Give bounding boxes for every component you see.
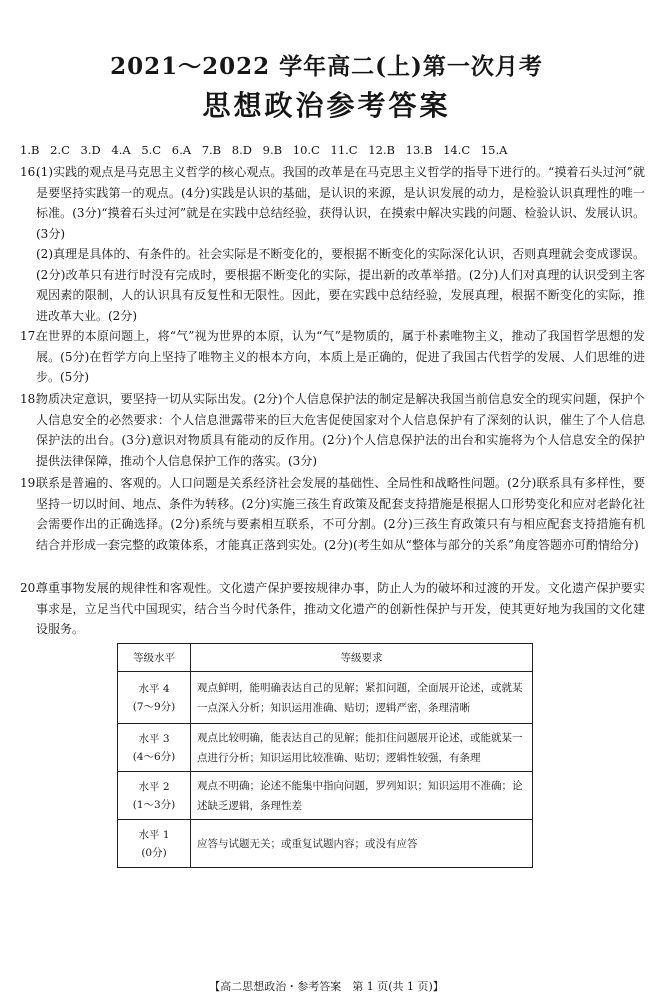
- rubric-header-requirement: 等级要求: [191, 644, 533, 672]
- question-number: 20.: [20, 581, 40, 595]
- level-score: (7～9分): [132, 700, 176, 713]
- answer-paragraph: 在世界的本原问题上，将“气”视为世界的本原，认为“气”是物质的，属于朴素唯物主义，推动了我国哲学思想的发展。(5分)在哲学方向上坚持了唯物主义的根本方向，本质上是正确的，促进了我国古代哲学的发展、人们思维的进步。(5分): [36, 329, 645, 384]
- answer-item: 1.B: [20, 143, 40, 157]
- answer-item: 14.C: [443, 143, 471, 157]
- question-number: 16.: [20, 165, 40, 179]
- answer-item: 10.C: [292, 143, 320, 157]
- answer-item: 9.B: [262, 143, 283, 157]
- rubric-row: [118, 724, 533, 772]
- answer-item: 5.C: [141, 143, 162, 157]
- level-score: (1～3分): [132, 798, 176, 811]
- rubric-header-row: [118, 644, 533, 672]
- rubric-row: [118, 672, 533, 724]
- answer-item: 13.B: [405, 143, 433, 157]
- level-score: (4～6分): [132, 750, 176, 763]
- level-name: 水平 1: [138, 828, 170, 841]
- answer-item: 4.A: [111, 143, 131, 157]
- answer-paragraph: (1)实践的观点是马克思主义哲学的核心观点。我国的改革是在马克思主义哲学的指导下进行的。“摸着石头过河”就是要坚持实践第一的观点。(4分)实践是认识的基础，是认识的来源，是认识发展的动力，是检验认识真理性的唯一标准。(3分)“摸着石头过河”就是在实践中总结经验，获得认识，在摸索中解决实践的问题、检验认识、发展认识。(3分): [36, 165, 645, 241]
- level-name: 水平 2: [138, 780, 170, 793]
- rubric-row: [118, 820, 533, 868]
- answer-item: 12.B: [368, 143, 395, 157]
- rubric-header-level: 等级水平: [118, 644, 191, 672]
- level-name: 水平 3: [138, 732, 170, 745]
- rubric-level: [118, 820, 191, 868]
- document-subtitle: 思想政治参考答案: [202, 89, 451, 122]
- answer-paragraph: 联系是普遍的、客观的。人口问题是关系经济社会发展的基础性、全局性和战略性问题。(2分)联系具有多样性，要坚持一切以时间、地点、条件为转移。(2分)实施三孩生育政策及配套支持措施是根据人口形势变化和应对老龄化社会需要作出的正确选择。(2分)系统与要素相互联系，不可分割。(2分)三孩生育政策只有与相应配套支持措施有机结合并形成一套完整的政策体系，才能真正落到实处。(2分)(考生如从“整体与部分的关系”角度答题亦可酌情给分): [36, 476, 645, 552]
- question-20: [20, 578, 645, 640]
- answer-item: 6.A: [171, 143, 192, 157]
- choice-answers: [20, 143, 640, 157]
- level-score: (0分): [141, 846, 167, 859]
- question-16: [20, 162, 645, 326]
- rubric-requirement: 观点鲜明，能明确表达自己的见解；紧扣问题，全面展开论述，或就某一点深入分析；知识运用准确、贴切；逻辑严密，条理清晰: [191, 672, 533, 724]
- page-footer: 【高二思想政治・参考答案 第 1 页(共 1 页)】: [209, 980, 444, 993]
- answer-item: 2.C: [50, 143, 70, 157]
- question-number: 19.: [20, 476, 40, 490]
- answer-item: 15.A: [480, 143, 508, 157]
- answer-item: 8.D: [231, 143, 252, 157]
- level-name: 水平 4: [138, 682, 170, 695]
- answer-paragraph: 尊重事物发展的规律性和客观性。文化遗产保护要按规律办事，防止人为的破坏和过渡的开发。文化遗产保护要实事求是，立足当代中国现实，结合当今时代条件，推动文化遗产的创新性保护与开发，使其更好地为我国的文化建设服务。: [36, 581, 645, 636]
- answer-item: 7.B: [201, 143, 222, 157]
- rubric-table: [117, 643, 533, 868]
- rubric-level: [118, 724, 191, 772]
- question-18: [20, 389, 645, 471]
- question-17: [20, 326, 645, 388]
- rubric-level: [118, 672, 191, 724]
- question-19: [20, 473, 645, 555]
- rubric-requirement: 观点不明确；论述不能集中指向问题，罗列知识；知识运用不准确；论述缺乏逻辑，条理性差: [191, 772, 533, 820]
- answer-paragraph: 物质决定意识，要坚持一切从实际出发。(2分)个人信息保护法的制定是解决我国当前信息安全的现实问题，保护个人信息安全的必然要求：个人信息泄露带来的巨大危害促使国家对个人信息保护有了深刻的认识，催生了个人信息保护法的出台。(3分)意识对物质具有能动的反作用。(2分)个人信息保护法的出台和实施将为个人信息安全的保护提供法律保障，推动个人信息保护工作的落实。(3分): [36, 392, 645, 468]
- answer-item: 3.D: [80, 143, 101, 157]
- document-title: 2021～2022 学年高二(上)第一次月考: [110, 53, 543, 80]
- answer-paragraph: (2)真理是具体的、有条件的。社会实际是不断变化的，要根据不断变化的实际深化认识，否则真理就会变成谬误。(2分)改革只有进行时没有完成时，要根据不断变化的实际，提出新的改革举措。(2分)人们对真理的认识受到主客观因素的限制，人的认识具有反复性和无限性。因此，要在实践中总结经验，发展真理，根据不断变化的实际，推进改革大业。(2分): [36, 247, 645, 323]
- rubric-requirement: 观点比较明确，能表达自己的见解；能扣住问题展开论述，或能就某一点进行分析；知识运用比较准确、贴切；逻辑性较强，有条理: [191, 724, 533, 772]
- answer-item: 11.C: [330, 143, 358, 157]
- question-number: 18.: [20, 392, 40, 406]
- rubric-level: [118, 772, 191, 820]
- rubric-row: [118, 772, 533, 820]
- question-number: 17.: [20, 329, 40, 343]
- rubric-requirement: 应答与试题无关；或重复试题内容；或没有应答: [191, 820, 533, 868]
